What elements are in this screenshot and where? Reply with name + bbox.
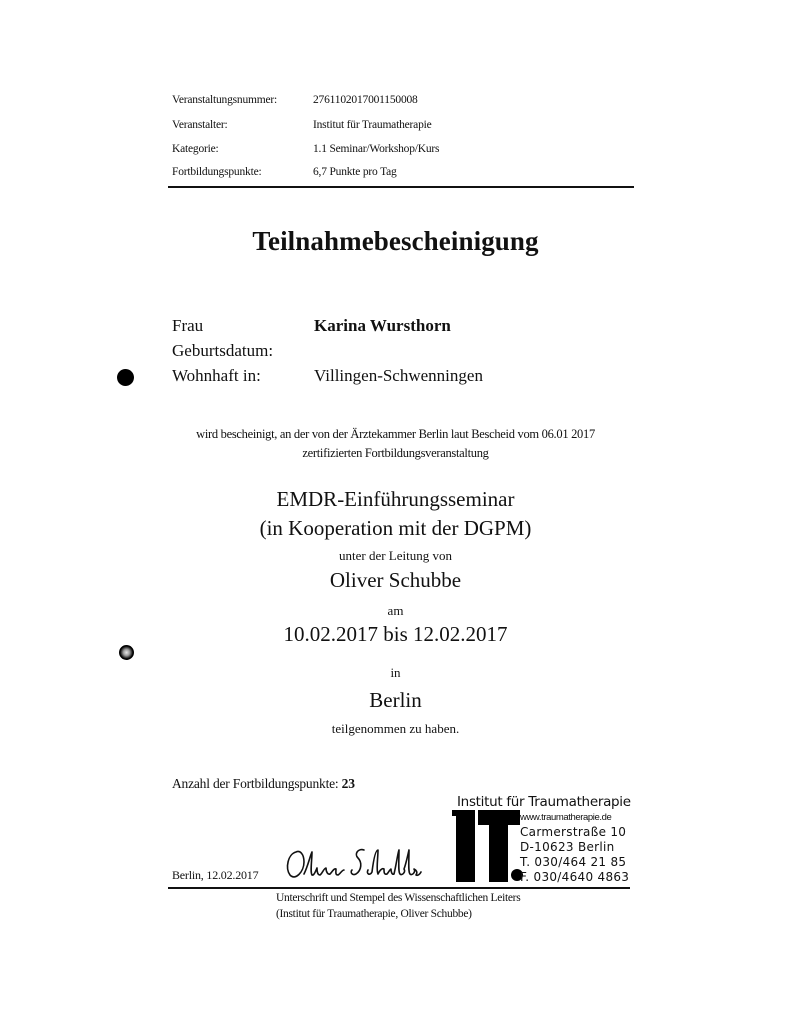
it-logo-icon xyxy=(452,810,524,884)
event-location: Berlin xyxy=(369,688,422,712)
event-cooperation: (in Kooperation mit der DGPM) xyxy=(259,516,532,540)
handwritten-signature-icon xyxy=(282,842,422,882)
meta-label: Fortbildungspunkte: xyxy=(172,166,262,178)
header-divider xyxy=(168,186,634,188)
stamp-phone: T. 030/464 21 85 xyxy=(520,855,627,869)
stamp-fax: F. 030/4640 4863 xyxy=(520,870,630,884)
event-dates: 10.02.2017 bis 12.02.2017 xyxy=(283,622,508,646)
birthdate-label: Geburtsdatum: xyxy=(172,341,274,360)
participant-name: Karina Wursthorn xyxy=(314,316,451,335)
event-name: EMDR-Einführungsseminar xyxy=(276,487,515,511)
date-intro: am xyxy=(387,603,404,618)
certification-line-1: wird bescheinigt, an der von der Ärztekammer Berlin laut Bescheid vom 06.01 2017 xyxy=(196,427,595,441)
event-leader: Oliver Schubbe xyxy=(329,568,462,592)
salutation-label: Frau xyxy=(172,316,204,335)
residence-value: Villingen-Schwenningen xyxy=(314,366,483,385)
stamp-street: Carmerstraße 10 xyxy=(520,825,627,839)
stamp-website: www.traumatherapie.de xyxy=(520,812,612,823)
total-points xyxy=(172,776,355,792)
meta-value: Institut für Traumatherapie xyxy=(313,119,432,131)
total-points-label: Anzahl der Fortbildungspunkte: xyxy=(172,776,339,791)
closing-text: teilgenommen zu haben. xyxy=(331,721,460,736)
meta-value: 1.1 Seminar/Workshop/Kurs xyxy=(313,143,440,155)
document-title: Teilnahmebescheinigung xyxy=(252,226,539,256)
location-intro: in xyxy=(390,665,401,680)
meta-label: Veranstaltungsnummer: xyxy=(172,94,278,106)
signature-caption-line-1: Unterschrift und Stempel des Wissenschaftlichen Leiters xyxy=(276,892,521,904)
certification-line-2: zertifizierten Fortbildungsveranstaltung xyxy=(302,446,489,460)
place-and-date: Berlin, 12.02.2017 xyxy=(172,868,259,882)
stamp-institute-name: Institut für Traumatherapie xyxy=(457,794,631,810)
signature-divider xyxy=(168,887,630,889)
punch-hole-mark xyxy=(119,645,134,660)
meta-label: Kategorie: xyxy=(172,143,219,155)
signature-caption-line-2: (Institut für Traumatherapie, Oliver Schubbe) xyxy=(276,908,472,920)
meta-label: Veranstalter: xyxy=(172,119,228,131)
residence-label: Wohnhaft in: xyxy=(172,366,261,385)
punch-hole-mark xyxy=(117,369,134,386)
total-points-value: 23 xyxy=(341,776,355,791)
leadership-intro: unter der Leitung von xyxy=(339,548,452,563)
stamp-city: D-10623 Berlin xyxy=(520,840,615,854)
meta-value: 2761102017001150008 xyxy=(313,94,418,106)
meta-value: 6,7 Punkte pro Tag xyxy=(313,166,397,178)
